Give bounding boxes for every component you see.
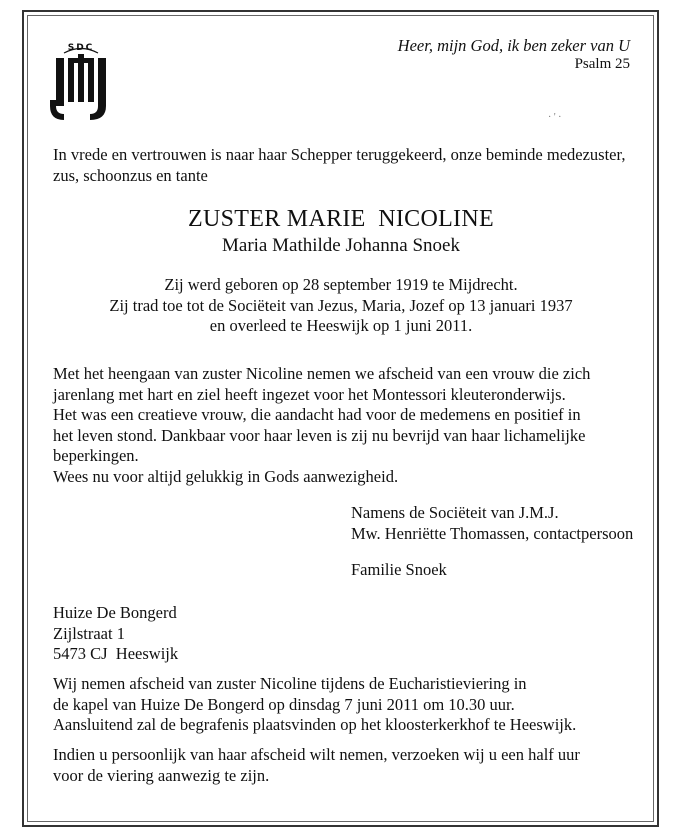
signature-line: Namens de Sociëteit van J.M.J. [351,503,559,522]
service-line: Wij nemen afscheid van zuster Nicoline tijdens de Eucharistieviering in [53,674,527,693]
service-line: Aansluitend zal de begrafenis plaatsvinden op het kloosterkerkhof te Heeswijk. [53,715,577,734]
deceased-full-name: Maria Mathilde Johanna Snoek [222,235,460,256]
address-line: 5473 CJ Heeswijk [53,644,179,663]
tribute-line: het leven stond. Dankbaar voor haar leven is zij nu bevrijd van haar lichamelijke [53,425,586,445]
service-paragraph [53,674,576,736]
jmj-logo [50,40,112,120]
intro-line: zus, schoonzus en tante [53,165,208,185]
family-name: Familie Snoek [351,560,447,579]
life-facts [0,275,682,337]
intro-line: In vrede en vertrouwen is naar haar Schepper teruggekeerd, onze beminde medezuster, [53,145,626,164]
deceased-title: ZUSTER MARIE NICOLINE [188,206,494,232]
tribute-line: Met het heengaan van zuster Nicoline nemen we afscheid van een vrouw die zich [53,364,591,383]
scan-specks: · ' · [548,112,562,123]
fact-line: Zij werd geboren op 28 september 1919 te Mijdrecht. [164,275,518,294]
tribute-line: jarenlang met hart en ziel heeft ingezet voor het Montessori kleuteronderwijs. [53,384,566,404]
fact-line: en overleed te Heeswijk op 1 juni 2011. [209,316,473,335]
address-line: Huize De Bongerd [53,603,177,622]
motto-text: Heer, mijn God, ik ben zeker van U [397,36,630,55]
tribute-line: Het was een creatieve vrouw, die aandacht had voor de medemens en positief in [53,405,581,424]
visit-line: Indien u persoonlijk van haar afscheid wilt nemen, verzoeken wij u een half uur [53,745,580,764]
address-block [53,603,178,665]
signature-block [351,503,633,544]
visit-line: voor de viering aanwezig te zijn. [53,765,270,785]
tribute-line: beperkingen. [53,446,139,465]
tribute-line: Wees nu voor altijd gelukkig in Gods aanwezigheid. [53,466,399,486]
psalm-reference: Psalm 25 [574,56,630,72]
svg-text:SDC: SDC [67,43,95,53]
intro-paragraph [53,145,625,186]
address-line: Zijlstraat 1 [53,623,125,643]
signature-line: Mw. Henriëtte Thomassen, contactpersoon [351,523,634,543]
visit-paragraph [53,745,580,786]
tribute-paragraph [53,364,590,487]
fact-line: Zij trad toe tot de Sociëteit van Jezus, Maria, Jozef op 13 januari 1937 [109,295,573,315]
service-line: de kapel van Huize De Bongerd op dinsdag 7 juni 2011 om 10.30 uur. [53,694,515,714]
